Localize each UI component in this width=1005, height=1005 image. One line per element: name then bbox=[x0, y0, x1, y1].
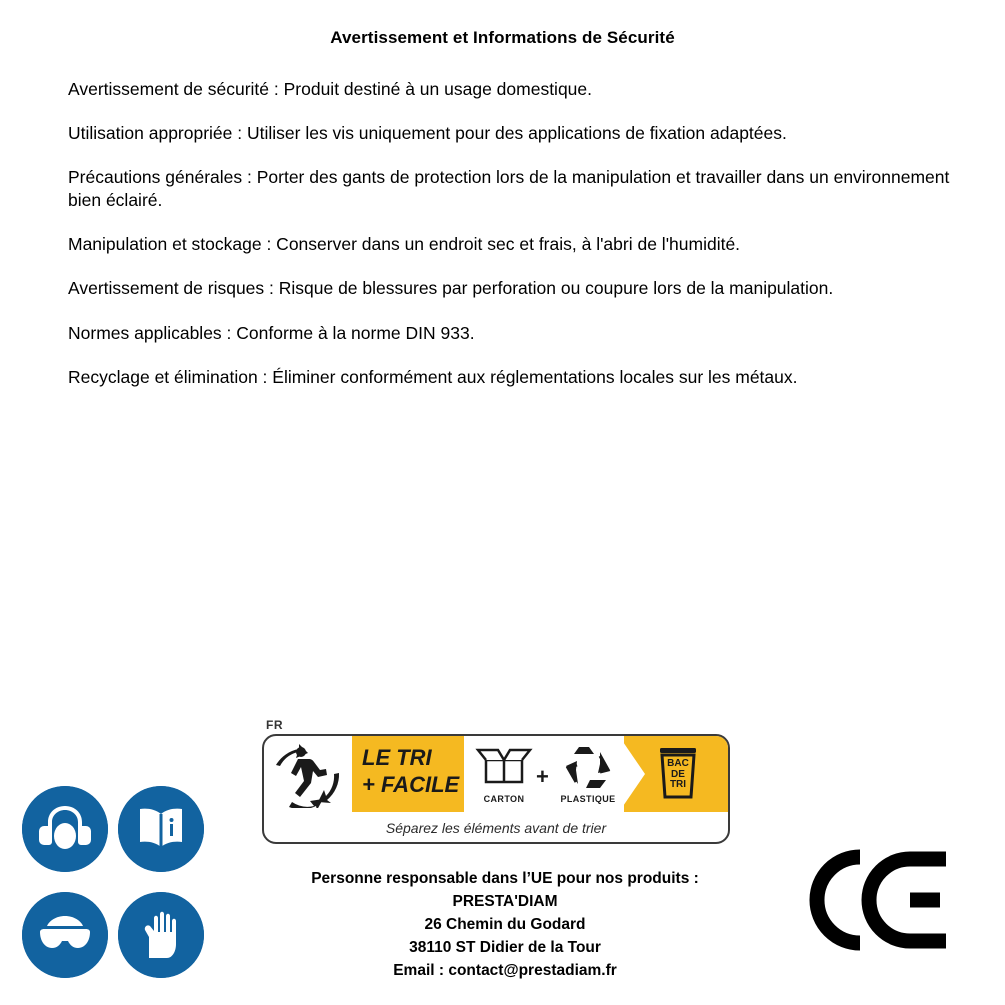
triman-bin-line3: TRI bbox=[669, 779, 687, 790]
safety-notices-list bbox=[68, 78, 958, 410]
triman-bin-item bbox=[642, 742, 714, 791]
triman-symbol-icon bbox=[274, 742, 346, 808]
list-item: Avertissement de sécurité : Produit destiné à un usage domestique. bbox=[68, 79, 593, 99]
read-instructions-icon bbox=[118, 786, 204, 872]
responsible-line-1 bbox=[180, 868, 830, 891]
triman-bin-label bbox=[642, 759, 714, 791]
responsible-street: 26 Chemin du Godard bbox=[424, 915, 586, 933]
triman-footer-text: Séparez les éléments avant de trier bbox=[385, 820, 607, 836]
list-item: Avertissement de risques : Risque de blessures par perforation ou coupure lors de la manipulation. bbox=[68, 278, 834, 299]
triman-headline-line1: LE TRI bbox=[362, 745, 432, 770]
ear-protection-icon bbox=[22, 786, 108, 872]
responsible-heading: Personne responsable dans l’UE pour nos produits : bbox=[311, 870, 699, 887]
triman-recycling-banner bbox=[262, 718, 732, 846]
triman-language-tag: FR bbox=[266, 718, 283, 732]
list-item: Manipulation et stockage : Conserver dans un endroit sec et frais, à l'abri de l'humidité. bbox=[68, 234, 741, 255]
page-title: Avertissement et Informations de Sécurité bbox=[330, 28, 675, 47]
list-item: Normes applicables : Conforme à la norme DIN 933. bbox=[68, 322, 475, 343]
triman-bin-line1: BAC bbox=[667, 758, 689, 769]
responsible-city: 38110 ST Didier de la Tour bbox=[409, 938, 601, 956]
triman-plastique-item bbox=[552, 742, 624, 804]
triman-bin-line2: DE bbox=[671, 768, 685, 780]
eye-protection-icon bbox=[22, 892, 108, 978]
ce-mark-icon bbox=[798, 845, 968, 955]
triman-plastique-label: PLASTIQUE bbox=[560, 794, 616, 804]
triman-carton-label: CARTON bbox=[483, 794, 525, 804]
eu-responsible-person-block bbox=[180, 868, 830, 983]
triman-carton-item bbox=[468, 742, 540, 804]
triman-headline bbox=[362, 745, 462, 799]
list-item: Utilisation appropriée : Utiliser les vis uniquement pour des applications de fixation adaptées. bbox=[68, 123, 787, 144]
list-item: Précautions générales : Porter des gants de protection lors de la manipulation et travailler dans un environnement bien éclairé. bbox=[68, 167, 950, 211]
triman-headline-line2: + FACILE bbox=[362, 771, 460, 797]
responsible-company: PRESTA'DIAM bbox=[452, 892, 558, 910]
triman-plus-sign: + bbox=[536, 764, 549, 789]
responsible-email: Email : contact@prestadiam.fr bbox=[393, 961, 617, 979]
list-item: Recyclage et élimination : Éliminer conformément aux réglementations locales sur les métaux. bbox=[68, 366, 798, 387]
